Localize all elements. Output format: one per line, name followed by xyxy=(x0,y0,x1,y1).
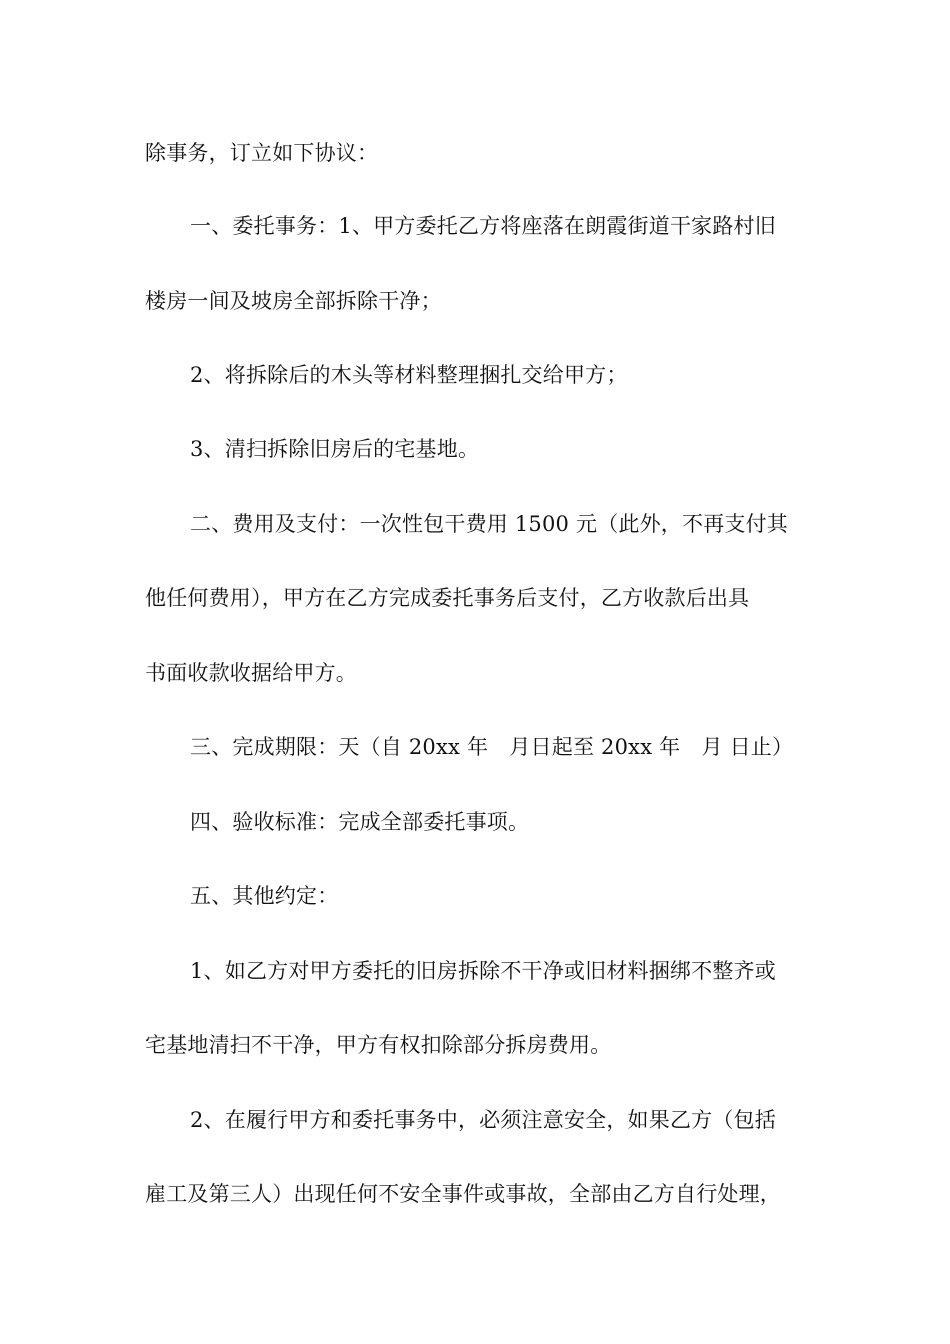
paragraph-line-4: 2、将拆除后的木头等材料整理捆扎交给甲方； xyxy=(190,363,628,387)
paragraph-line-13: 宅基地清扫不干净，甲方有权扣除部分拆房费用。 xyxy=(145,1033,612,1057)
paragraph-line-9: 三、完成期限：天（自 20xx 年 月日起至 20xx 年 月 日止） xyxy=(190,735,794,759)
paragraph-line-3: 楼房一间及坡房全部拆除干净； xyxy=(145,289,442,313)
paragraph-line-10: 四、验收标准：完成全部委托事项。 xyxy=(190,810,530,834)
paragraph-line-1: 除事务，订立如下协议： xyxy=(145,141,379,165)
paragraph-line-15: 雇工及第三人）出现任何不安全事件或事故，全部由乙方自行处理， xyxy=(145,1182,781,1206)
paragraph-line-8: 书面收款收据给甲方。 xyxy=(145,661,357,685)
paragraph-line-12: 1、如乙方对甲方委托的旧房拆除不干净或旧材料捆绑不整齐或 xyxy=(190,959,776,983)
paragraph-line-14: 2、在履行甲方和委托事务中，必须注意安全，如果乙方（包括 xyxy=(190,1108,776,1132)
paragraph-line-5: 3、清扫拆除旧房后的宅基地。 xyxy=(190,437,480,461)
paragraph-line-2: 一、委托事务：1、甲方委托乙方将座落在朗霞街道干家路村旧 xyxy=(190,214,776,238)
paragraph-line-11: 五、其他约定： xyxy=(190,884,339,908)
paragraph-line-7: 他任何费用），甲方在乙方完成委托事务后支付，乙方收款后出具 xyxy=(145,586,750,610)
paragraph-line-6: 二、费用及支付：一次性包干费用 1500 元（此外，不再支付其 xyxy=(190,512,788,536)
